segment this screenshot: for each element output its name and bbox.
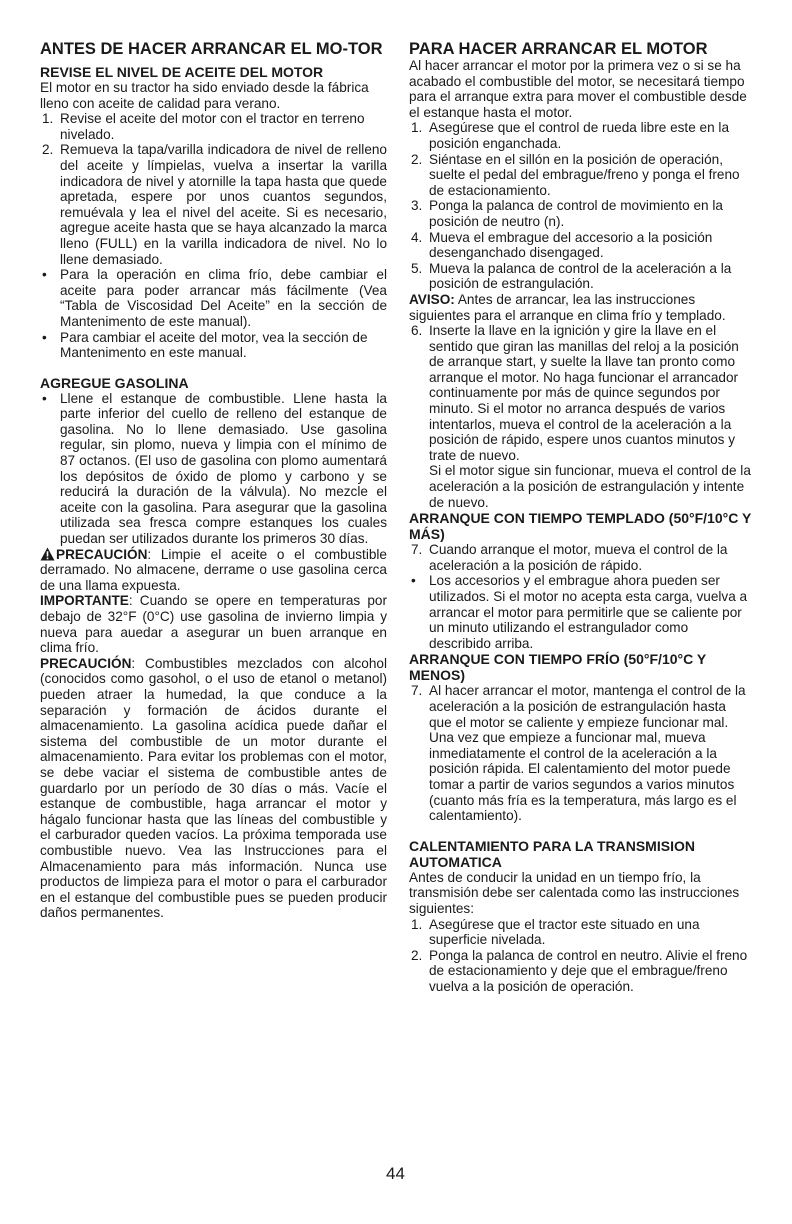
list-item: 2. Remueva la tapa/varilla indicadora de nivel de relleno del aceite y límpielas, vuelva a insertar la varilla indicadora de nivel y atornille la tapa hasta que quede apretada, espere por unos cuantos segundos, remuévala y lea el nivel del aceite. Si es necesario, agregue aceite hasta que se haya alcanzado la marca lleno (FULL) en la varilla indicadora de nivel. No lo llene demasiado. [42,142,387,267]
paragraph-transmission-intro: Antes de conducir la unidad en un tiempo frío, la transmisión debe ser calentada como las instrucciones siguientes: [409,869,740,916]
list-item: 7. Cuando arranque el motor, mueva el control de la aceleración a la posición de rápido. [411,542,728,573]
notice-aviso: AVISO: Antes de arrancar, lea las instrucciones siguientes para el arranque en clima frío y templado. [409,291,726,323]
page-number: 44 [386,1164,405,1183]
list-item: 2. Ponga la palanca de control en neutro. Alivie el freno de estacionamiento y deje que el embrague/freno vuelva a la posición de operación. [411,947,748,994]
paragraph-oil-intro: El motor en su tractor ha sido enviado desde la fábrica lleno con aceite de calidad para verano. [40,80,369,111]
list-item: 6. Inserte la llave en la ignición y gire la llave en el sentido que giran las manillas del reloj a la posición de arranque start, y suelte la llave tan pronto como arranque el motor. No haga funcionar el arrancador continuamente por más de quince segundos por minuto. Si el motor no arranca después de varios intentarlos, mueva el control de la aceleración a la posición de rápido, espere unos cuantos minutos y trate de nuevo. Si el motor sigue sin funcionar, mueva el control de la aceleración a la posición de estrangulación y intente de nuevo. [411,323,751,510]
oil-steps-list [40,111,387,361]
paragraph-start-intro: Al hacer arrancar el motor por la primera vez o si se ha acabado el combustible del motor, se necesitará tiempo para el arranque extra para mover el combustible desde el estanque hasta el motor. [409,58,747,120]
list-item: 5. Mueva la palanca de control de la aceleración a la posición de estrangulación. [411,260,732,292]
warm-start-list [409,542,752,651]
section-title-starting-engine: PARA HACER ARRANCAR EL MOTOR [409,40,708,58]
list-item: 7. Al hacer arrancar el motor, mantenga el control de la aceleración a la posición de estrangulación hasta que el motor se caliente y empieze funcionar mal. Una vez que empieze a funcionar mal, mueva inmediatamente el control de la aceleración a la posición rápida. El calentamiento del motor puede tomar a partir de varios segundos a varios minutos (cuanto más fría es la temperatura, más largo es el calentamiento). [411,683,746,824]
heading-check-oil: REVISE EL NIVEL DE ACEITE DEL MOTOR [40,64,324,80]
fuel-list [40,391,387,547]
list-item: 4. Mueva el embrague del accesorio a la posición desenganchado disengaged. [411,229,713,261]
section-title-before-starting: ANTES DE HACER ARRANCAR EL MO-TOR [40,40,383,58]
important-winter-fuel: IMPORTANTE: Cuando se opere en temperaturas por debajo de 32°F (0°C) use gasolina de invierno limpia y nueva para auedar a asegurar un buen arranque en clima frío. [40,593,387,656]
heading-transmission-warmup: CALENTAMIENTO PARA LA TRANSMISION AUTOMATICA [409,837,695,870]
heading-warm-start: ARRANQUE CON TIEMPO TEMPLADO (50°F/10°C Y MÁS) [409,510,752,543]
list-item: 2. Siéntase en el sillón en la posición de operación, suelte el pedal del embrague/freno y ponga el freno de estacionamiento. [411,151,740,198]
list-item: 1. Revise el aceite del motor con el tractor en terreno nivelado. [42,111,365,142]
list-item: • Los accesorios y el embrague ahora pueden ser utilizados. Si el motor no acepta esta carga, vuelva a arrancar el motor para permitirle que se caliente por un minuto utilizando el estrangulador como describido arriba. [411,573,748,651]
right-column [409,40,752,994]
caution-fuel-spill: PRECAUCIÓN: Limpie el aceite o el combustible derramado. No almacene, derrame o use gasolina cerca de una llama expuesta. [40,546,387,593]
list-item: 3. Ponga la palanca de control de movimiento en la posición de neutro (n). [411,198,723,229]
transmission-steps-list [409,917,752,995]
cold-start-list [409,683,752,823]
heading-cold-start: ARRANQUE CON TIEMPO FRÍO (50°F/10°C Y MENOS) [409,651,706,684]
start-steps-list [409,120,752,292]
start-step-6-list [409,323,752,510]
list-item: • Llene el estanque de combustible. Llene hasta la parte inferior del cuello de relleno del estanque de gasolina. No lo llene demasiado. Use gasolina regular, sin plomo, nueva y limpia con el mínimo de 87 octanos. (El uso de gasolina con plomo aumentará los depósitos de óxido de plomo y carbono y se reducirá la duración de la válvula). No mezcle el aceite con la gasolina. Para asegurar que la gasolina utilizada sea fresca compre estanques los cuales puedan ser utilizados durante los primeros 30 días. [42,390,387,547]
list-item: 1. Asegúrese que el tractor este situado en una superficie nivelada. [411,916,700,948]
list-item: 1. Asegúrese que el control de rueda libre este en la posición enganchada. [411,120,730,151]
warning-triangle-icon [40,547,55,561]
list-item: • Para la operación en clima frío, debe cambiar el aceite para poder arrancar más fácilmente (Vea “Tabla de Viscosidad Del Aceite” en la sección de Mantenimento de este manual). [42,267,387,329]
left-column [40,40,387,921]
heading-add-fuel: AGREGUE GASOLINA [40,374,189,391]
caution-alcohol-fuel: PRECAUCIÓN: Combustibles mezclados con alcohol (conocidos como gasohol, o el uso de etanol o metanol) pueden atraer la humedad, la que conduce a la separación y formación de ácidos durante el almacenamiento. La gasolina acídica puede dañar el sistema del combustible de un motor durante el almacenamiento. Para evitar los problemas con el motor, se debe vaciar el sistema de combustible antes de guardarlo por un período de 30 días o más. Vacíe el estanque de combustible, haga arrancar el motor y hágalo funcionar hasta que las líneas del combustible y el carburador queden vacíos. La próxima temporada use combustible nuevo. Vea las Instrucciones para el Almacenamiento para más información. Nunca use productos de limpieza para el motor o para el carburador en el estanque del combustible pues se pueden producir daños permanentes. [40,655,387,921]
list-item: • Para cambiar el aceite del motor, vea la sección de Mantenimento en este manual. [42,329,368,361]
